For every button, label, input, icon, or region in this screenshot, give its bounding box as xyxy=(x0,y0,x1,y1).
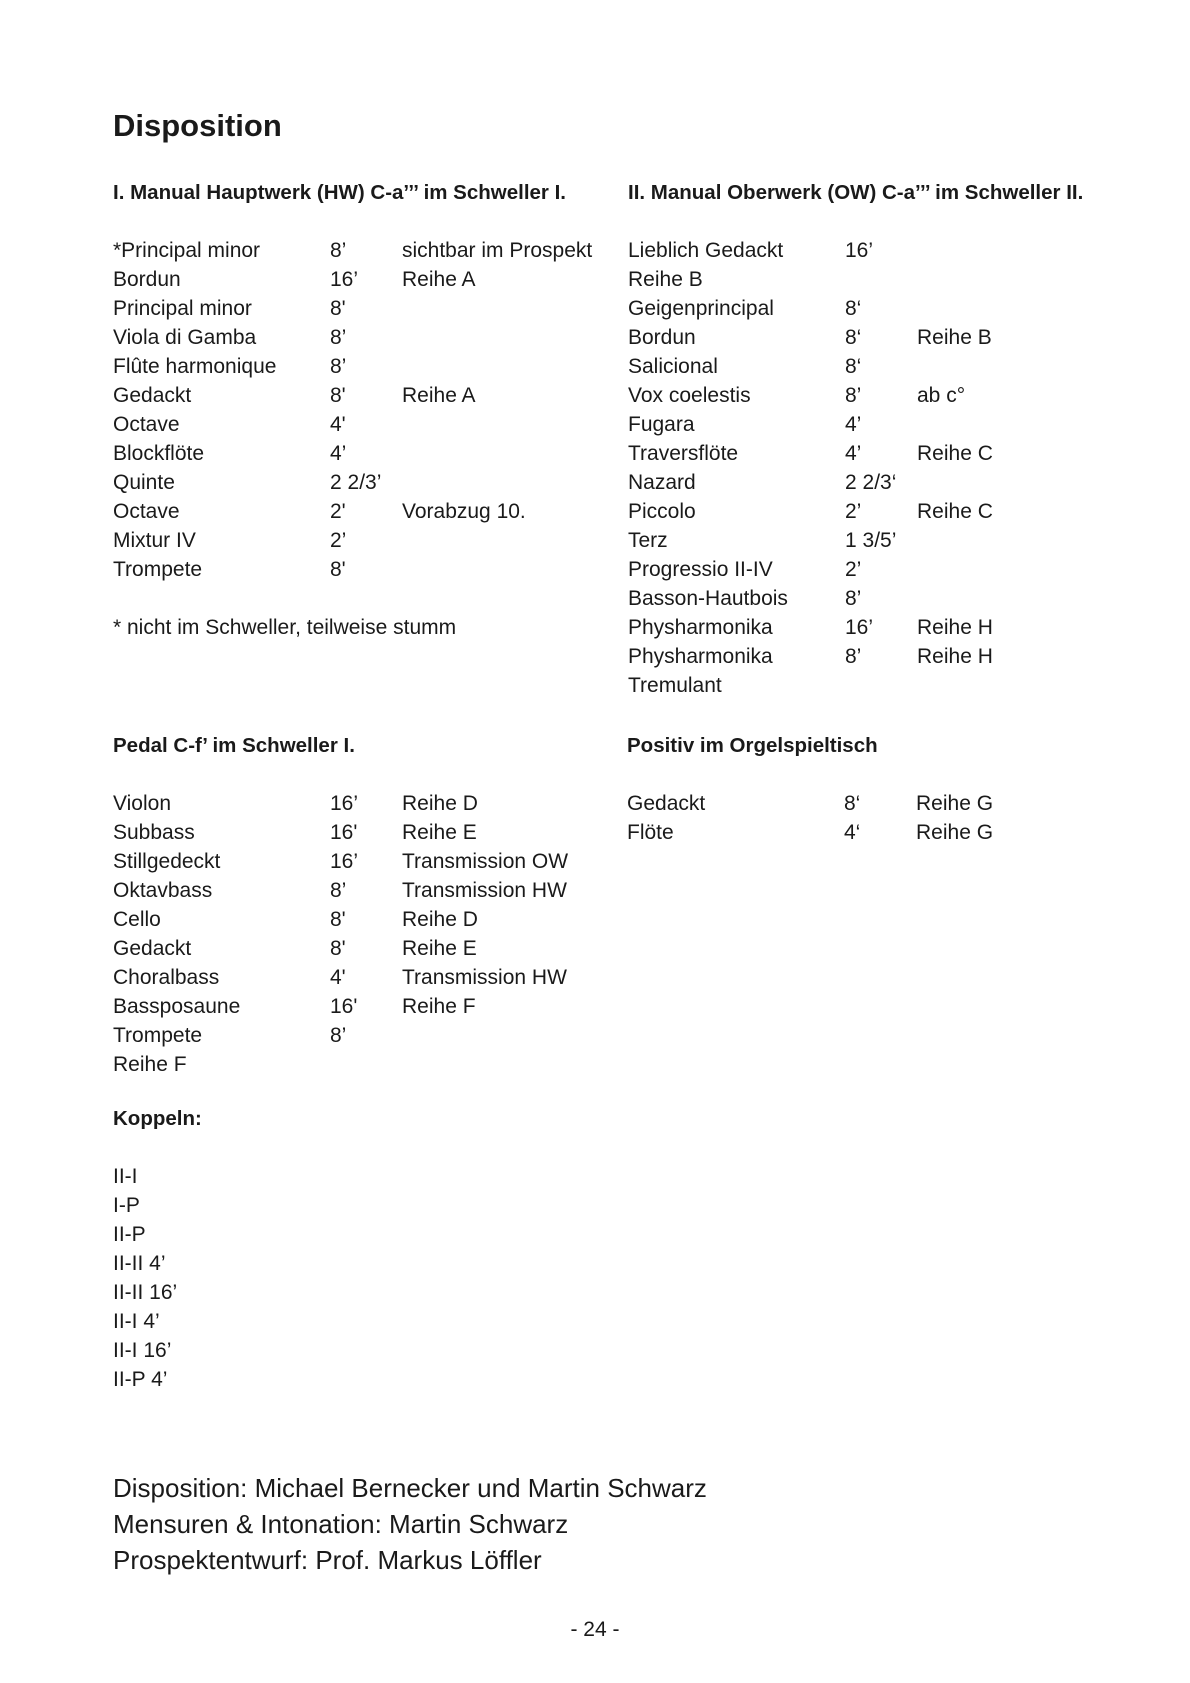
stop-name: Mixtur IV xyxy=(113,529,196,552)
stop-note xyxy=(917,468,1083,497)
stop-name: Geigenprincipal xyxy=(628,297,774,320)
stop-name: Violon xyxy=(113,792,171,815)
stop-pitch: 8‘ xyxy=(845,355,862,378)
stop-note: Reihe D xyxy=(402,792,478,815)
stop-name: Basson-Hautbois xyxy=(628,587,788,610)
coupler-item: I-P xyxy=(113,1194,140,1217)
stop-name: Octave xyxy=(113,500,180,523)
stop-pitch: 8’ xyxy=(845,384,862,407)
stop-row xyxy=(113,1021,568,1050)
stop-pitch: 8’ xyxy=(330,879,347,902)
stop-name: Salicional xyxy=(628,355,718,378)
stop-pitch: 2’ xyxy=(845,500,862,523)
stop-pitch: 2 2/3‘ xyxy=(845,471,897,494)
stop-pitch: 4‘ xyxy=(844,821,861,844)
stop-name: Gedackt xyxy=(113,384,192,407)
stop-pitch xyxy=(330,1050,402,1079)
stop-pitch: 4’ xyxy=(330,442,347,465)
stop-row xyxy=(113,352,592,381)
stop-row xyxy=(113,818,568,847)
manual-2-heading: II. Manual Oberwerk (OW) C-a’’’ im Schweller II. xyxy=(628,181,1084,204)
stop-pitch: 2’ xyxy=(330,529,347,552)
manual-1-section xyxy=(113,178,592,642)
stop-row xyxy=(113,265,592,294)
stop-note: Transmission HW xyxy=(402,879,567,902)
stop-pitch xyxy=(845,671,917,700)
stop-name: Lieblich Gedackt xyxy=(628,239,784,262)
stop-pitch: 4' xyxy=(330,966,346,989)
stop-row xyxy=(628,584,1083,613)
stop-row xyxy=(113,323,592,352)
stop-pitch: 2' xyxy=(330,500,346,523)
stop-row xyxy=(628,642,1083,671)
stop-name: Vox coelestis xyxy=(628,384,751,407)
stop-note: ab c° xyxy=(917,384,966,407)
stop-name: Fugara xyxy=(628,413,695,436)
stop-row xyxy=(113,934,568,963)
coupler-item: II-I 16’ xyxy=(113,1339,172,1362)
stop-row xyxy=(113,526,592,555)
credit-disposition: Disposition: Michael Bernecker und Martin Schwarz xyxy=(113,1473,707,1503)
stop-name: Trompete xyxy=(113,558,203,581)
stop-name: Quinte xyxy=(113,471,175,494)
stop-row xyxy=(113,876,568,905)
stop-note xyxy=(917,410,1083,439)
stop-pitch: 16' xyxy=(330,821,358,844)
stop-row xyxy=(113,381,592,410)
stop-note xyxy=(402,410,592,439)
pedal-section xyxy=(113,731,568,1079)
stop-name: Gedackt xyxy=(627,792,706,815)
stop-name: Cello xyxy=(113,908,161,931)
stop-pitch: 8‘ xyxy=(845,297,862,320)
pedal-stop-list xyxy=(113,789,568,1079)
stop-pitch: 8’ xyxy=(845,645,862,668)
stop-name: Principal minor xyxy=(113,297,252,320)
positiv-section xyxy=(627,731,993,847)
stop-note xyxy=(402,1021,568,1050)
stop-row xyxy=(628,468,1083,497)
stop-name: Flöte xyxy=(627,821,674,844)
stop-row xyxy=(113,555,592,584)
stop-row xyxy=(113,789,568,818)
stop-row xyxy=(113,439,592,468)
stop-name: Physharmonika xyxy=(628,616,773,639)
coupler-item: II-I 4’ xyxy=(113,1310,160,1333)
stop-pitch: 8‘ xyxy=(844,792,861,815)
stop-row xyxy=(113,497,592,526)
stop-name: Gedackt xyxy=(113,937,192,960)
stop-name: Trompete xyxy=(113,1024,203,1047)
stop-name: Progressio II-IV xyxy=(628,558,773,581)
stop-name: Reihe B xyxy=(628,268,703,291)
stop-name: Octave xyxy=(113,413,180,436)
manual-1-footnote: * nicht im Schweller, teilweise stumm xyxy=(113,616,457,639)
stop-pitch: 4' xyxy=(330,413,346,436)
stop-note xyxy=(402,526,592,555)
coupler-item: II-II 16’ xyxy=(113,1281,178,1304)
stop-note: Reihe G xyxy=(916,792,994,815)
stop-note: Reihe A xyxy=(402,268,476,291)
stop-note xyxy=(917,555,1083,584)
stop-pitch: 16’ xyxy=(330,850,359,873)
stop-note xyxy=(917,236,1083,265)
stop-note xyxy=(917,584,1083,613)
coupler-item: II-P 4’ xyxy=(113,1368,168,1391)
stop-pitch: 16’ xyxy=(330,268,359,291)
stop-row xyxy=(113,294,592,323)
stop-pitch: 16’ xyxy=(845,616,874,639)
stop-pitch: 8' xyxy=(330,908,346,931)
stop-note: Reihe B xyxy=(917,326,992,349)
stop-name: Nazard xyxy=(628,471,696,494)
stop-pitch: 8’ xyxy=(330,326,347,349)
stop-pitch: 8' xyxy=(330,558,346,581)
page-title: Disposition xyxy=(113,108,282,143)
stop-note: Reihe C xyxy=(917,500,993,523)
stop-note: Reihe E xyxy=(402,937,477,960)
stop-note: sichtbar im Prospekt xyxy=(402,239,593,262)
stop-row xyxy=(113,410,592,439)
stop-note xyxy=(402,555,592,584)
coupler-item: II-P xyxy=(113,1223,146,1246)
stop-row xyxy=(627,789,993,818)
stop-pitch xyxy=(845,265,917,294)
stop-name: Blockflöte xyxy=(113,442,205,465)
credits-section xyxy=(113,1470,707,1578)
stop-note xyxy=(917,352,1083,381)
stop-row xyxy=(628,526,1083,555)
stop-note xyxy=(917,294,1083,323)
stop-row xyxy=(627,818,993,847)
stop-pitch: 8' xyxy=(330,937,346,960)
stop-pitch: 8’ xyxy=(330,1024,347,1047)
stop-note xyxy=(402,1050,568,1079)
stop-row xyxy=(628,236,1083,265)
couplers-heading: Koppeln: xyxy=(113,1107,202,1130)
stop-note: Reihe H xyxy=(917,645,993,668)
stop-note: Reihe G xyxy=(916,821,994,844)
stop-note xyxy=(402,439,592,468)
stop-row xyxy=(628,497,1083,526)
stop-pitch: 4’ xyxy=(845,413,862,436)
manual-1-heading: I. Manual Hauptwerk (HW) C-a’’’ im Schweller I. xyxy=(113,181,566,204)
stop-note: Transmission HW xyxy=(402,966,567,989)
manual-2-stop-list xyxy=(628,236,1083,700)
stop-note xyxy=(402,352,592,381)
stop-name: Bordun xyxy=(628,326,696,349)
stop-pitch: 8' xyxy=(330,384,346,407)
stop-name: Choralbass xyxy=(113,966,220,989)
stop-row xyxy=(628,381,1083,410)
stop-name: *Principal minor xyxy=(113,239,261,262)
stop-note xyxy=(402,468,592,497)
credit-prospekt: Prospektentwurf: Prof. Markus Löffler xyxy=(113,1545,542,1575)
stop-row xyxy=(113,992,568,1021)
stop-row xyxy=(113,468,592,497)
stop-row xyxy=(628,352,1083,381)
stop-row xyxy=(628,410,1083,439)
stop-pitch: 8’ xyxy=(330,239,347,262)
stop-note xyxy=(917,671,1083,700)
stop-row xyxy=(628,671,1083,700)
stop-row xyxy=(628,439,1083,468)
coupler-list xyxy=(113,1162,202,1394)
stop-name: Bassposaune xyxy=(113,995,241,1018)
credit-intonation: Mensuren & Intonation: Martin Schwarz xyxy=(113,1509,569,1539)
page-number: - 24 - xyxy=(570,1618,620,1641)
stop-pitch: 8‘ xyxy=(845,326,862,349)
stop-note xyxy=(917,265,1083,294)
stop-name: Viola di Gamba xyxy=(113,326,257,349)
stop-name: Bordun xyxy=(113,268,181,291)
stop-name: Tremulant xyxy=(628,674,722,697)
stop-name: Terz xyxy=(628,529,668,552)
stop-name: Stillgedeckt xyxy=(113,850,221,873)
stop-note: Reihe F xyxy=(402,995,476,1018)
stop-note: Transmission OW xyxy=(402,850,569,873)
stop-row xyxy=(113,236,592,265)
stop-note: Reihe E xyxy=(402,821,477,844)
stop-pitch: 16’ xyxy=(845,239,874,262)
stop-pitch: 8’ xyxy=(330,355,347,378)
stop-pitch: 16’ xyxy=(330,792,359,815)
stop-name: Physharmonika xyxy=(628,645,773,668)
stop-note: Vorabzug 10. xyxy=(402,500,526,523)
couplers-section xyxy=(113,1104,202,1394)
stop-row xyxy=(113,1050,568,1079)
manual-2-section xyxy=(628,178,1083,700)
stop-pitch: 2’ xyxy=(845,558,862,581)
stop-row xyxy=(113,963,568,992)
stop-pitch: 1 3/5’ xyxy=(845,529,897,552)
stop-row xyxy=(628,294,1083,323)
stop-name: Subbass xyxy=(113,821,195,844)
positiv-heading: Positiv im Orgelspieltisch xyxy=(627,734,878,757)
manual-1-stop-list xyxy=(113,236,592,584)
stop-note: Reihe A xyxy=(402,384,476,407)
stop-pitch: 16' xyxy=(330,995,358,1018)
stop-note xyxy=(402,294,592,323)
stop-pitch: 2 2/3’ xyxy=(330,471,382,494)
stop-row xyxy=(113,847,568,876)
stop-row xyxy=(628,265,1083,294)
stop-note: Reihe D xyxy=(402,908,478,931)
stop-pitch: 8’ xyxy=(845,587,862,610)
stop-note: Reihe C xyxy=(917,442,993,465)
stop-pitch: 8' xyxy=(330,297,346,320)
stop-row xyxy=(628,323,1083,352)
stop-name: Flûte harmonique xyxy=(113,355,277,378)
stop-note xyxy=(402,323,592,352)
stop-row xyxy=(628,555,1083,584)
pedal-heading: Pedal C-f’ im Schweller I. xyxy=(113,734,355,757)
positiv-stop-list xyxy=(627,789,993,847)
stop-row xyxy=(113,905,568,934)
coupler-item: II-II 4’ xyxy=(113,1252,166,1275)
stop-name: Piccolo xyxy=(628,500,696,523)
stop-note xyxy=(917,526,1083,555)
stop-name: Traversflöte xyxy=(628,442,739,465)
stop-name: Reihe F xyxy=(113,1053,187,1076)
stop-pitch: 4’ xyxy=(845,442,862,465)
stop-name: Oktavbass xyxy=(113,879,213,902)
coupler-item: II-I xyxy=(113,1165,138,1188)
stop-row xyxy=(628,613,1083,642)
stop-note: Reihe H xyxy=(917,616,993,639)
